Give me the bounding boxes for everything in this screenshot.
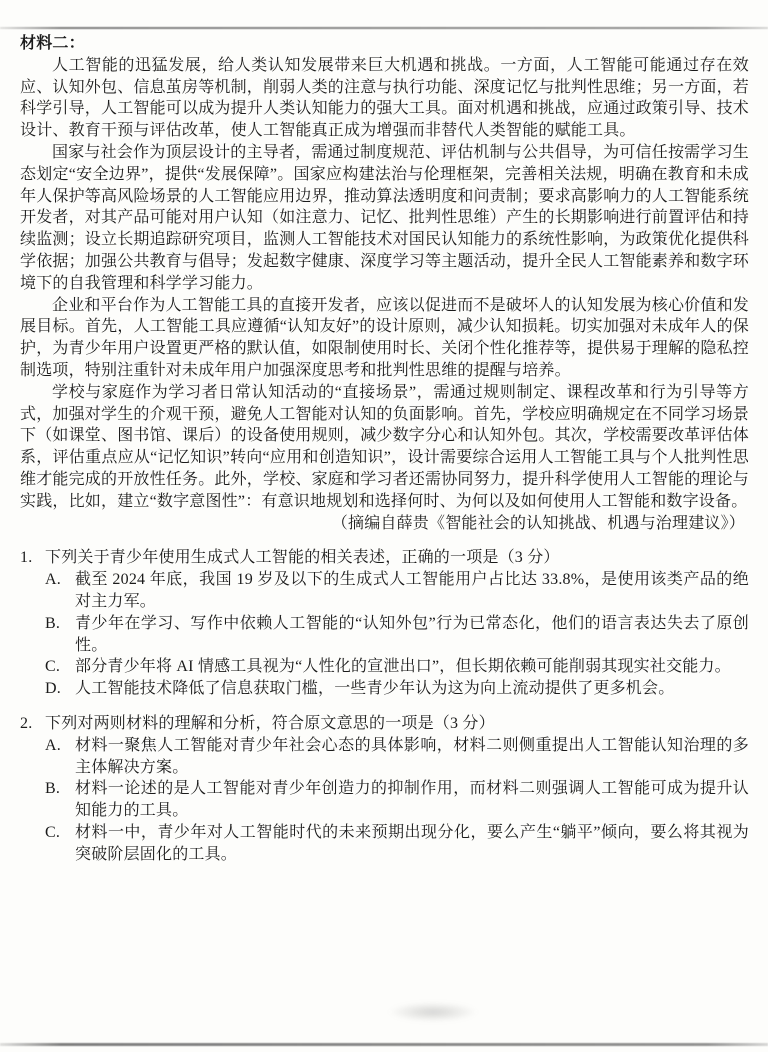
- question-stem-text: 下列对两则材料的理解和分析，符合原文意思的一项是（3 分）: [45, 714, 495, 732]
- option-label: C.: [45, 823, 61, 841]
- option-label: A.: [45, 736, 61, 754]
- body-paragraph: 企业和平台作为人工智能工具的直接开发者，应该以促进而不是破坏人的认知发展为核心价值和发展目标。首先，人工智能工具应遵循“认知友好”的设计原则，减少认知损耗。切实加强对未成年人的保护，为青少年用户设置更严格的默认值，如限制使用时长、关闭个性化推荐等，提供易于理解的隐私控制选项，特别注重针对未成年用户加强深度思考和批判性思维的提醒与培养。: [20, 296, 750, 379]
- question-1: [20, 547, 749, 700]
- option-row-a: [45, 569, 749, 613]
- body-paragraph: 国家与社会作为顶层设计的主导者，需通过制度规范、评估机制与公共倡导，为可信任按需学习生态划定“安全边界”，提供“发展保障”。国家应构建法治与伦理框架，完善相关法规，明确在教育和未成年人保护等高风险场景的人工智能应用边界，推动算法透明度和问责制；要求高影响力的人工智能系统开发者，对其产品可能对用户认知（如注意力、记忆、批判性思维）产生的长期影响进行前置评估和持续监测；设立长期追踪研究项目，监测人工智能技术对国民认知能力的系统性影响，为政策优化提供科学依据；加强公共教育与倡导；发起数字健康、深度学习等主题活动，提升全民人工智能素养和数字环境下的自我管理和科学学习能力。: [20, 143, 750, 292]
- question-number: 2.: [20, 714, 33, 732]
- option-row-d: [45, 678, 749, 700]
- option-row-c: [45, 822, 749, 866]
- question-stem: [20, 547, 749, 569]
- option-label: C.: [45, 658, 61, 676]
- option-label: B.: [45, 780, 61, 798]
- question-number: 1.: [20, 549, 33, 567]
- option-text: 截至 2024 年底，我国 19 岁及以下的生成式人工智能用户占比达 33.8%，是使用该类产品的绝对主力军。: [75, 571, 749, 610]
- attribution-line: （摘编自薛贵《智能社会的认知挑战、机遇与治理建议》）: [331, 514, 745, 532]
- option-text: 青少年在学习、写作中依赖人工智能的“认知外包”行为已常态化，他们的语言表达失去了原创性。: [75, 614, 749, 654]
- option-row-b: [45, 778, 749, 822]
- option-row-c: [45, 656, 749, 678]
- option-text: 材料一中，青少年对人工智能时代的未来预期出现分化，要么产生“躺平”倾向，要么将其视为突破阶层固化的工具。: [75, 823, 749, 863]
- option-text: 人工智能技术降低了信息获取门槛，一些青少年认为这为向上流动提供了更多机会。: [75, 680, 675, 698]
- option-text: 材料一聚焦人工智能对青少年社会心态的具体影响，材料二则侧重提出人工智能认知治理的多主体解决方案。: [75, 736, 749, 776]
- scan-edge-bottom: [0, 1043, 768, 1046]
- question-2: [20, 713, 749, 866]
- body-paragraph: 学校与家庭作为学习者日常认知活动的“直接场景”，需通过规则制定、课程改革和行为引导等方式，加强对学生的介观干预，避免人工智能对认知的负面影响。首先，学校应明确规定在不同学习场景下（如课堂、图书馆、课后）的设备使用规则，减少数字分心和认知外包。其次，学校需要改革评估体系，评估重点应从“记忆知识”转向“应用和创造知识”，设计需要综合运用人工智能工具与个人批判性思维才能完成的开放性任务。此外，学校、家庭和学习者还需协同努力，提升科学使用人工智能的理论与实践，比如，建立“数字意图性”：有意识地规划和选择何时、为何以及如何使用人工智能和数字设备。: [20, 383, 750, 510]
- option-row-b: [45, 613, 749, 657]
- question-stem: [20, 713, 749, 735]
- body-paragraph: 人工智能的迅猛发展，给人类认知发展带来巨大机遇和挑战。一方面，人工智能可能通过存在效应、认知外包、信息茧房等机制，削弱人类的注意与执行功能、深度记忆与批判性思维；另一方面，若科学引导，人工智能可以成为提升人类认知能力的强大工具。面对机遇和挑战，应通过政策引导、技术设计、教育干预与评估改革，使人工智能真正成为增强而非替代人类智能的赋能工具。: [20, 56, 750, 140]
- option-row-a: [45, 735, 749, 779]
- option-label: D.: [45, 680, 61, 698]
- option-label: A.: [45, 571, 61, 589]
- smudge-artifact: [388, 1002, 478, 1022]
- document-body: [20, 33, 749, 865]
- question-stem-text: 下列关于青少年使用生成式人工智能的相关表述，正确的一项是（3 分）: [45, 549, 560, 567]
- option-text: 材料一论述的是人工智能对青少年创造力的抑制作用，而材料二则强调人工智能可成为提升认知能力的工具。: [75, 780, 749, 820]
- scan-edge-top: [0, 27, 768, 29]
- material-heading: 材料二：: [20, 35, 85, 52]
- option-text: 部分青少年将 AI 情感工具视为“人性化的宣泄出口”，但长期依赖可能削弱其现实社交能力。: [75, 658, 731, 676]
- option-label: B.: [45, 614, 61, 632]
